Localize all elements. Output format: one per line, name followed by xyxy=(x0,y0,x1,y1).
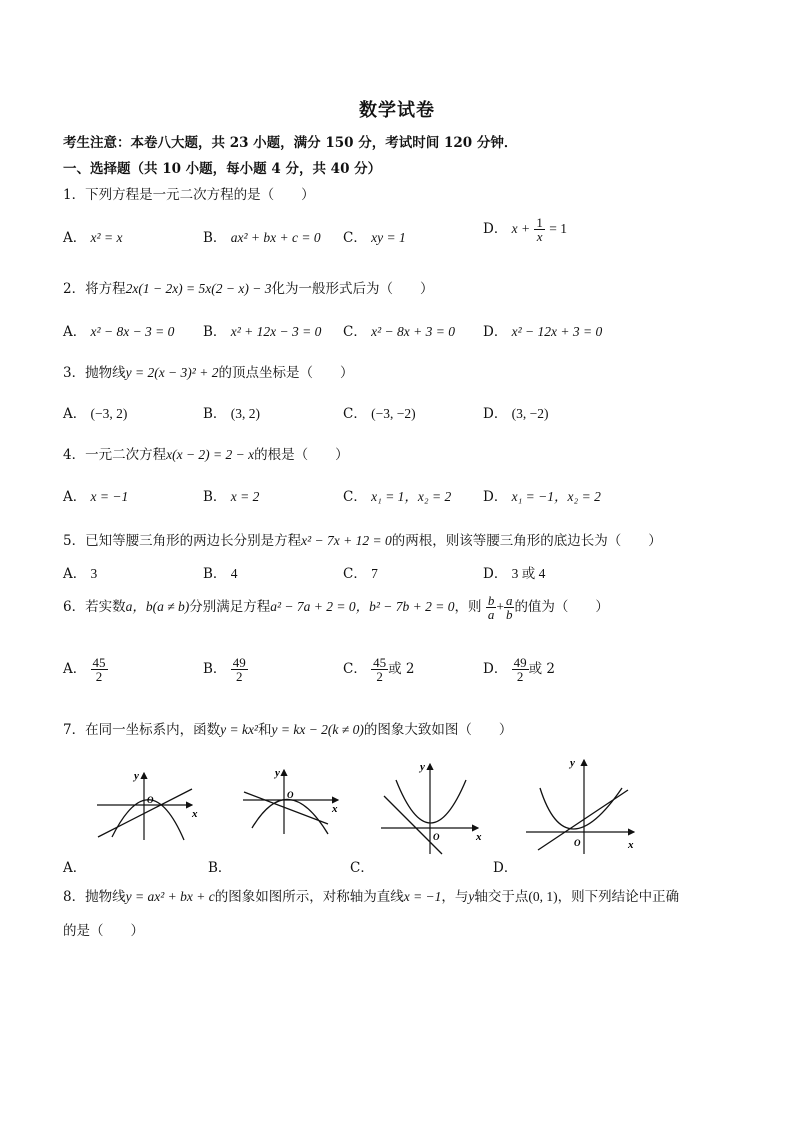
q7b-y-label: y xyxy=(275,767,280,779)
q3-option-b[interactable]: B． (3, 2) xyxy=(203,406,260,422)
q7b-parabola xyxy=(252,799,328,834)
q2-option-c[interactable]: C． x² − 8x + 3 = 0 xyxy=(343,324,456,340)
page-title: 数学试卷 xyxy=(359,100,435,121)
q7c-origin: O xyxy=(433,832,440,842)
q7d-parabola xyxy=(540,788,622,829)
q7a-y-label: y xyxy=(134,770,139,782)
q7-graph-d xyxy=(524,752,642,856)
q7c-x-label: x xyxy=(476,831,482,843)
q7-option-c[interactable]: C． xyxy=(350,860,374,876)
q3-option-c[interactable]: C． (−3, −2) xyxy=(343,406,416,422)
q7-graph-a xyxy=(92,765,202,845)
q6-option-c[interactable]: C． $\frac{45}{2}$ 或 2 xyxy=(343,655,415,684)
q7c-parabola xyxy=(396,780,466,823)
q7a-line xyxy=(98,789,192,837)
q4-option-d[interactable]: D． x₁ = −1，x₂ = 2 xyxy=(483,489,601,505)
q1-option-a[interactable]: A． x² = x xyxy=(63,230,123,246)
q6-option-d[interactable]: D． $\frac{49}{2}$ 或 2 xyxy=(483,655,556,684)
q3-option-a[interactable]: A． (−3, 2) xyxy=(63,406,128,422)
q1-option-b[interactable]: B． ax² + bx + c = 0 xyxy=(203,230,321,246)
q7-option-d[interactable]: D． xyxy=(493,860,518,876)
q4-option-b[interactable]: B． x = 2 xyxy=(203,489,260,505)
question-8-stem-line2: 的是（ ） xyxy=(63,923,144,939)
q7b-line xyxy=(244,792,328,824)
q7d-y-label: y xyxy=(570,757,575,769)
q2-option-d[interactable]: D． x² − 12x + 3 = 0 xyxy=(483,324,603,340)
q7-option-b[interactable]: B． xyxy=(208,860,232,876)
q7d-x-label: x xyxy=(628,839,634,851)
question-5-stem: 5．已知等腰三角形的两边长分别是方程x² − 7x + 12 = 0的两根，则该等腰三角形的底边长为（ ） xyxy=(63,533,662,549)
q7a-origin: O xyxy=(147,795,154,805)
question-1-stem: 1．下列方程是一元二次方程的是（ ） xyxy=(63,187,315,203)
q6-option-a[interactable]: A． $\frac{45}{2}$ xyxy=(63,655,106,684)
q7c-y-label: y xyxy=(420,761,425,773)
question-3-stem: 3．抛物线y = 2(x − 3)² + 2的顶点坐标是（ ） xyxy=(63,365,354,381)
question-8-stem: 8．抛物线y = ax² + bx + c的图象如图所示，对称轴为直线x = −1，与y轴交于点(0, 1)，则下列结论中正确 xyxy=(63,889,680,905)
q6-fraction-a-over-b: $\frac{a}{b}$ xyxy=(505,593,513,622)
q7b-x-label: x xyxy=(332,803,338,815)
q6-option-b[interactable]: B． $\frac{49}{2}$ xyxy=(203,655,246,684)
question-2-stem: 2．将方程2x(1 − 2x) = 5x(2 − x) − 3化为一般形式后为（ ） xyxy=(63,281,434,297)
q3-option-d[interactable]: D． (3, −2) xyxy=(483,406,549,422)
q4-option-a[interactable]: A． x = −1 xyxy=(63,489,129,505)
question-6-stem: 6．若实数a，b(a ≠ b)分别满足方程a² − 7a + 2 = 0，b² − 7b + 2 = 0，则 $\frac{b}{a}$ + $\frac{a}{b}$ 的值为（ ） xyxy=(63,593,609,622)
q5-option-a[interactable]: A． 3 xyxy=(63,566,98,582)
q7d-origin: O xyxy=(574,838,581,848)
question-4-stem: 4．一元二次方程x(x − 2) = 2 − x的根是（ ） xyxy=(63,447,349,463)
q5-option-c[interactable]: C． 7 xyxy=(343,566,378,582)
q1-d-fraction: $\frac{1}{x}$ xyxy=(536,215,543,244)
section-heading: 一、选择题（共 10 小题，每小题 4 分，共 40 分） xyxy=(63,161,382,177)
q7-option-a[interactable]: A． xyxy=(63,860,87,876)
q7c-line xyxy=(384,796,442,854)
q7-graph-b xyxy=(238,762,348,842)
q5-option-d[interactable]: D． 3 或 4 xyxy=(483,566,546,582)
q6-fraction-b-over-a: $\frac{b}{a}$ xyxy=(487,593,495,622)
q7d-line xyxy=(538,790,628,850)
q1-option-c[interactable]: C． xy = 1 xyxy=(343,230,406,246)
q7a-x-label: x xyxy=(192,808,198,820)
q7a-parabola xyxy=(112,800,184,840)
q7-graph-c xyxy=(376,756,486,856)
q2-option-b[interactable]: B． x² + 12x − 3 = 0 xyxy=(203,324,322,340)
exam-notice: 考生注意：本卷八大题，共 23 小题，满分 150 分，考试时间 120 分钟． xyxy=(63,135,518,151)
question-7-stem: 7．在同一坐标系内，函数y = kx²和y = kx − 2(k ≠ 0)的图象大致如图（ ） xyxy=(63,722,513,738)
q2-option-a[interactable]: A． x² − 8x − 3 = 0 xyxy=(63,324,175,340)
q5-option-b[interactable]: B． 4 xyxy=(203,566,238,582)
q1-option-d[interactable]: D． x + $\frac{1}{x}$ = 1 xyxy=(483,215,567,244)
q4-option-c[interactable]: C． x₁ = 1，x₂ = 2 xyxy=(343,489,452,505)
q7b-origin: O xyxy=(287,790,294,800)
